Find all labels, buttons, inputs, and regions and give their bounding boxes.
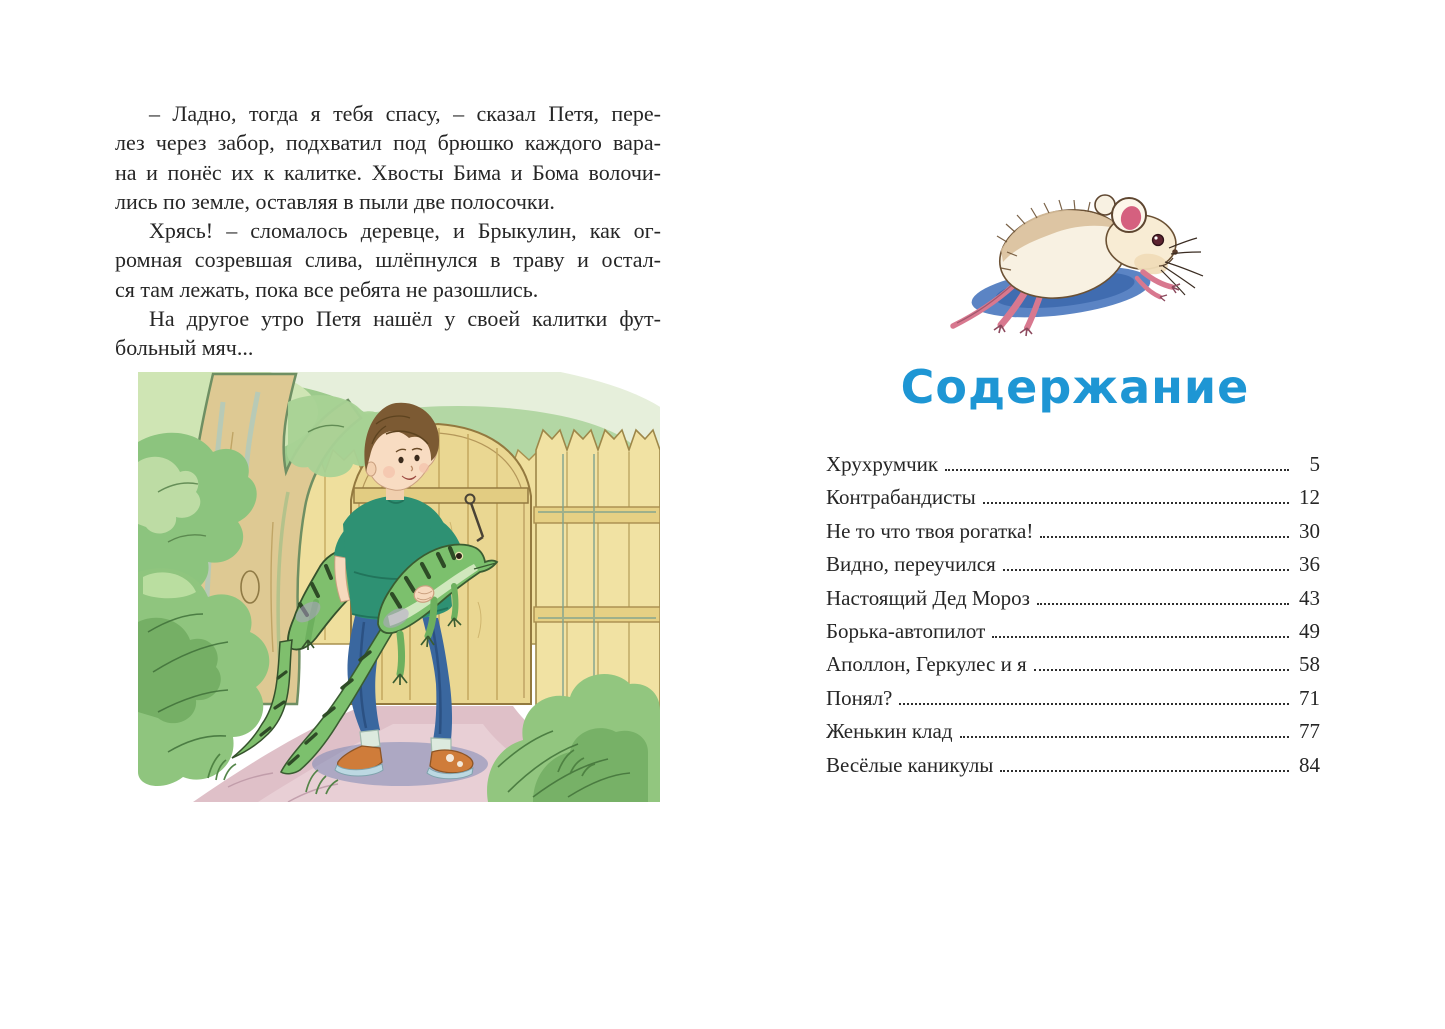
toc-dot-leader (1040, 536, 1289, 538)
toc-entry (826, 515, 1320, 548)
story-line: лись по земле, оставляя в пыли две полосочки. (115, 188, 555, 214)
toc-entry-page: 12 (1299, 485, 1320, 510)
toc-entry (826, 749, 1320, 782)
toc-entry-title: Борька-автопилот (826, 618, 986, 643)
toc-entry-page: 58 (1299, 652, 1320, 677)
toc-entry-page: 71 (1299, 685, 1320, 710)
toc-entry-page: 84 (1299, 752, 1320, 777)
illustration-mouse (945, 178, 1235, 338)
toc-entry (826, 682, 1320, 715)
toc-entry-title: Понял? (826, 685, 893, 710)
toc-dot-leader (960, 736, 1289, 738)
toc-entry (826, 648, 1320, 681)
toc-dot-leader (1037, 603, 1289, 605)
toc-dot-leader (945, 469, 1289, 471)
toc-entry (826, 615, 1320, 648)
toc-dot-leader (983, 502, 1289, 504)
story-line: больный мяч... (115, 335, 254, 361)
toc-entry (826, 548, 1320, 581)
paragraph (115, 304, 661, 363)
toc-entry-page: 30 (1299, 518, 1320, 543)
toc-entry (826, 481, 1320, 514)
toc-entry-page: 49 (1299, 618, 1320, 643)
toc-dot-leader (1000, 770, 1289, 772)
illustration-boy-with-lizards (138, 372, 660, 802)
toc-dot-leader (992, 636, 1289, 638)
story-line: – Ладно, тогда я тебя спасу, – сказал Петя, пере- (149, 101, 661, 126)
story-line: лез через забор, подхватил под брюшко каждого вара- (115, 130, 661, 156)
toc-entry (826, 715, 1320, 748)
toc-entry-page: 36 (1299, 552, 1320, 577)
toc-entry-title: Женькин клад (826, 719, 953, 744)
toc-dot-leader (1003, 569, 1289, 571)
toc-entry-title: Хрухрумчик (826, 452, 939, 476)
toc-entry (826, 582, 1320, 615)
story-line: ся там лежать, пока все ребята не разошлись. (115, 276, 539, 302)
story-line: на и понёс их к калитке. Хвосты Бима и Бома волочи- (115, 159, 661, 185)
toc-entry-page: 43 (1299, 585, 1320, 610)
paragraph (115, 99, 661, 216)
story-line: Хрясь! – сломалось деревце, и Брыкулин, как ог- (149, 218, 661, 244)
toc-title: Содержание (900, 360, 1250, 414)
toc-list (826, 448, 1320, 782)
toc-entry (826, 448, 1320, 481)
story-text (115, 99, 661, 363)
toc-entry-title: Видно, переучился (826, 552, 996, 577)
paragraph (115, 216, 661, 304)
story-line: На другое утро Петя нашёл у своей калитки фут- (149, 306, 661, 332)
toc-entry-title: Аполлон, Геркулес и я (826, 652, 1027, 677)
toc-dot-leader (1034, 669, 1289, 671)
toc-entry-page: 77 (1299, 719, 1320, 744)
toc-entry-title: Не то что твоя рогатка! (826, 518, 1034, 543)
toc-entry-page: 5 (1309, 452, 1320, 476)
toc-dot-leader (899, 703, 1289, 705)
story-line: ромная созревшая слива, шлёпнулся в траву и остал- (115, 247, 661, 273)
toc-entry-title: Настоящий Дед Мороз (826, 585, 1030, 610)
toc-entry-title: Контрабандисты (826, 485, 976, 510)
toc-entry-title: Весёлые каникулы (826, 752, 994, 777)
